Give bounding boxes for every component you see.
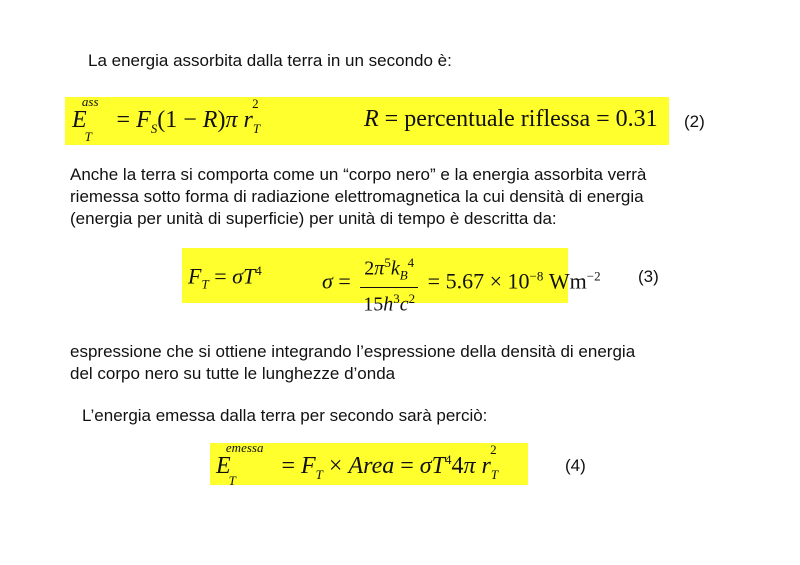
- equation-4: $E_T^{emessa} = F_T$ × Area = $\sigma T^44\pi$ $r_T^2$: [216, 440, 499, 488]
- paragraph-line-1: Anche la terra si comporta come un “corpo nero” e la energia assorbita verrà: [70, 165, 647, 184]
- equation-3-unit-exponent: −2: [586, 268, 601, 284]
- equation-2-ratio: R = percentuale riflessa = 0.31: [364, 106, 658, 132]
- equation-4-number: (4): [565, 456, 586, 475]
- equation-3-exponent: −8: [529, 268, 544, 284]
- paragraph-line-3: (energia per unità di superficie) per unità di tempo è descritta da:: [70, 209, 557, 228]
- equation-3-unit: Wm: [548, 268, 587, 294]
- stefan-boltzmann-fraction: $\frac{2\pi^5k_B^4}{15h^3c^2}$: [360, 252, 418, 315]
- emitted-intro-text: L’energia emessa dalla terra per secondo sarà perciò:: [82, 406, 488, 425]
- equation-2-ratio-label: percentuale riflessa: [404, 106, 591, 132]
- equation-2-number: (2): [684, 112, 705, 131]
- note-line-2: del corpo nero su tutte le lunghezze d’onda: [70, 364, 396, 383]
- equation-3-right: σ = $\frac{2\pi^5k_B^4}{15h^3c^2}$ = $5.67 \times 10^{-8}$ $Wm^{-2}$: [322, 252, 601, 315]
- equation-2: $E_T^{ass} = F_S(1 - R)\pi$ $r_T^2$: [72, 94, 261, 144]
- equation-3-number: (3): [638, 267, 659, 286]
- equation-2-ratio-value: 0.31: [615, 106, 658, 132]
- equation-3-value: 5.67: [445, 268, 485, 294]
- paragraph-line-2: riemessa sotto forma di radiazione elettromagnetica la cui densità di energia: [70, 187, 644, 206]
- note-line-1: espressione che si ottiene integrando l’espressione della densità di energia: [70, 342, 636, 361]
- equation-4-area-word: Area: [348, 453, 395, 479]
- intro-text: La energia assorbita dalla terra in un secondo è:: [88, 51, 452, 70]
- equation-3-left: $F_T = \sigma T^4$: [188, 263, 262, 292]
